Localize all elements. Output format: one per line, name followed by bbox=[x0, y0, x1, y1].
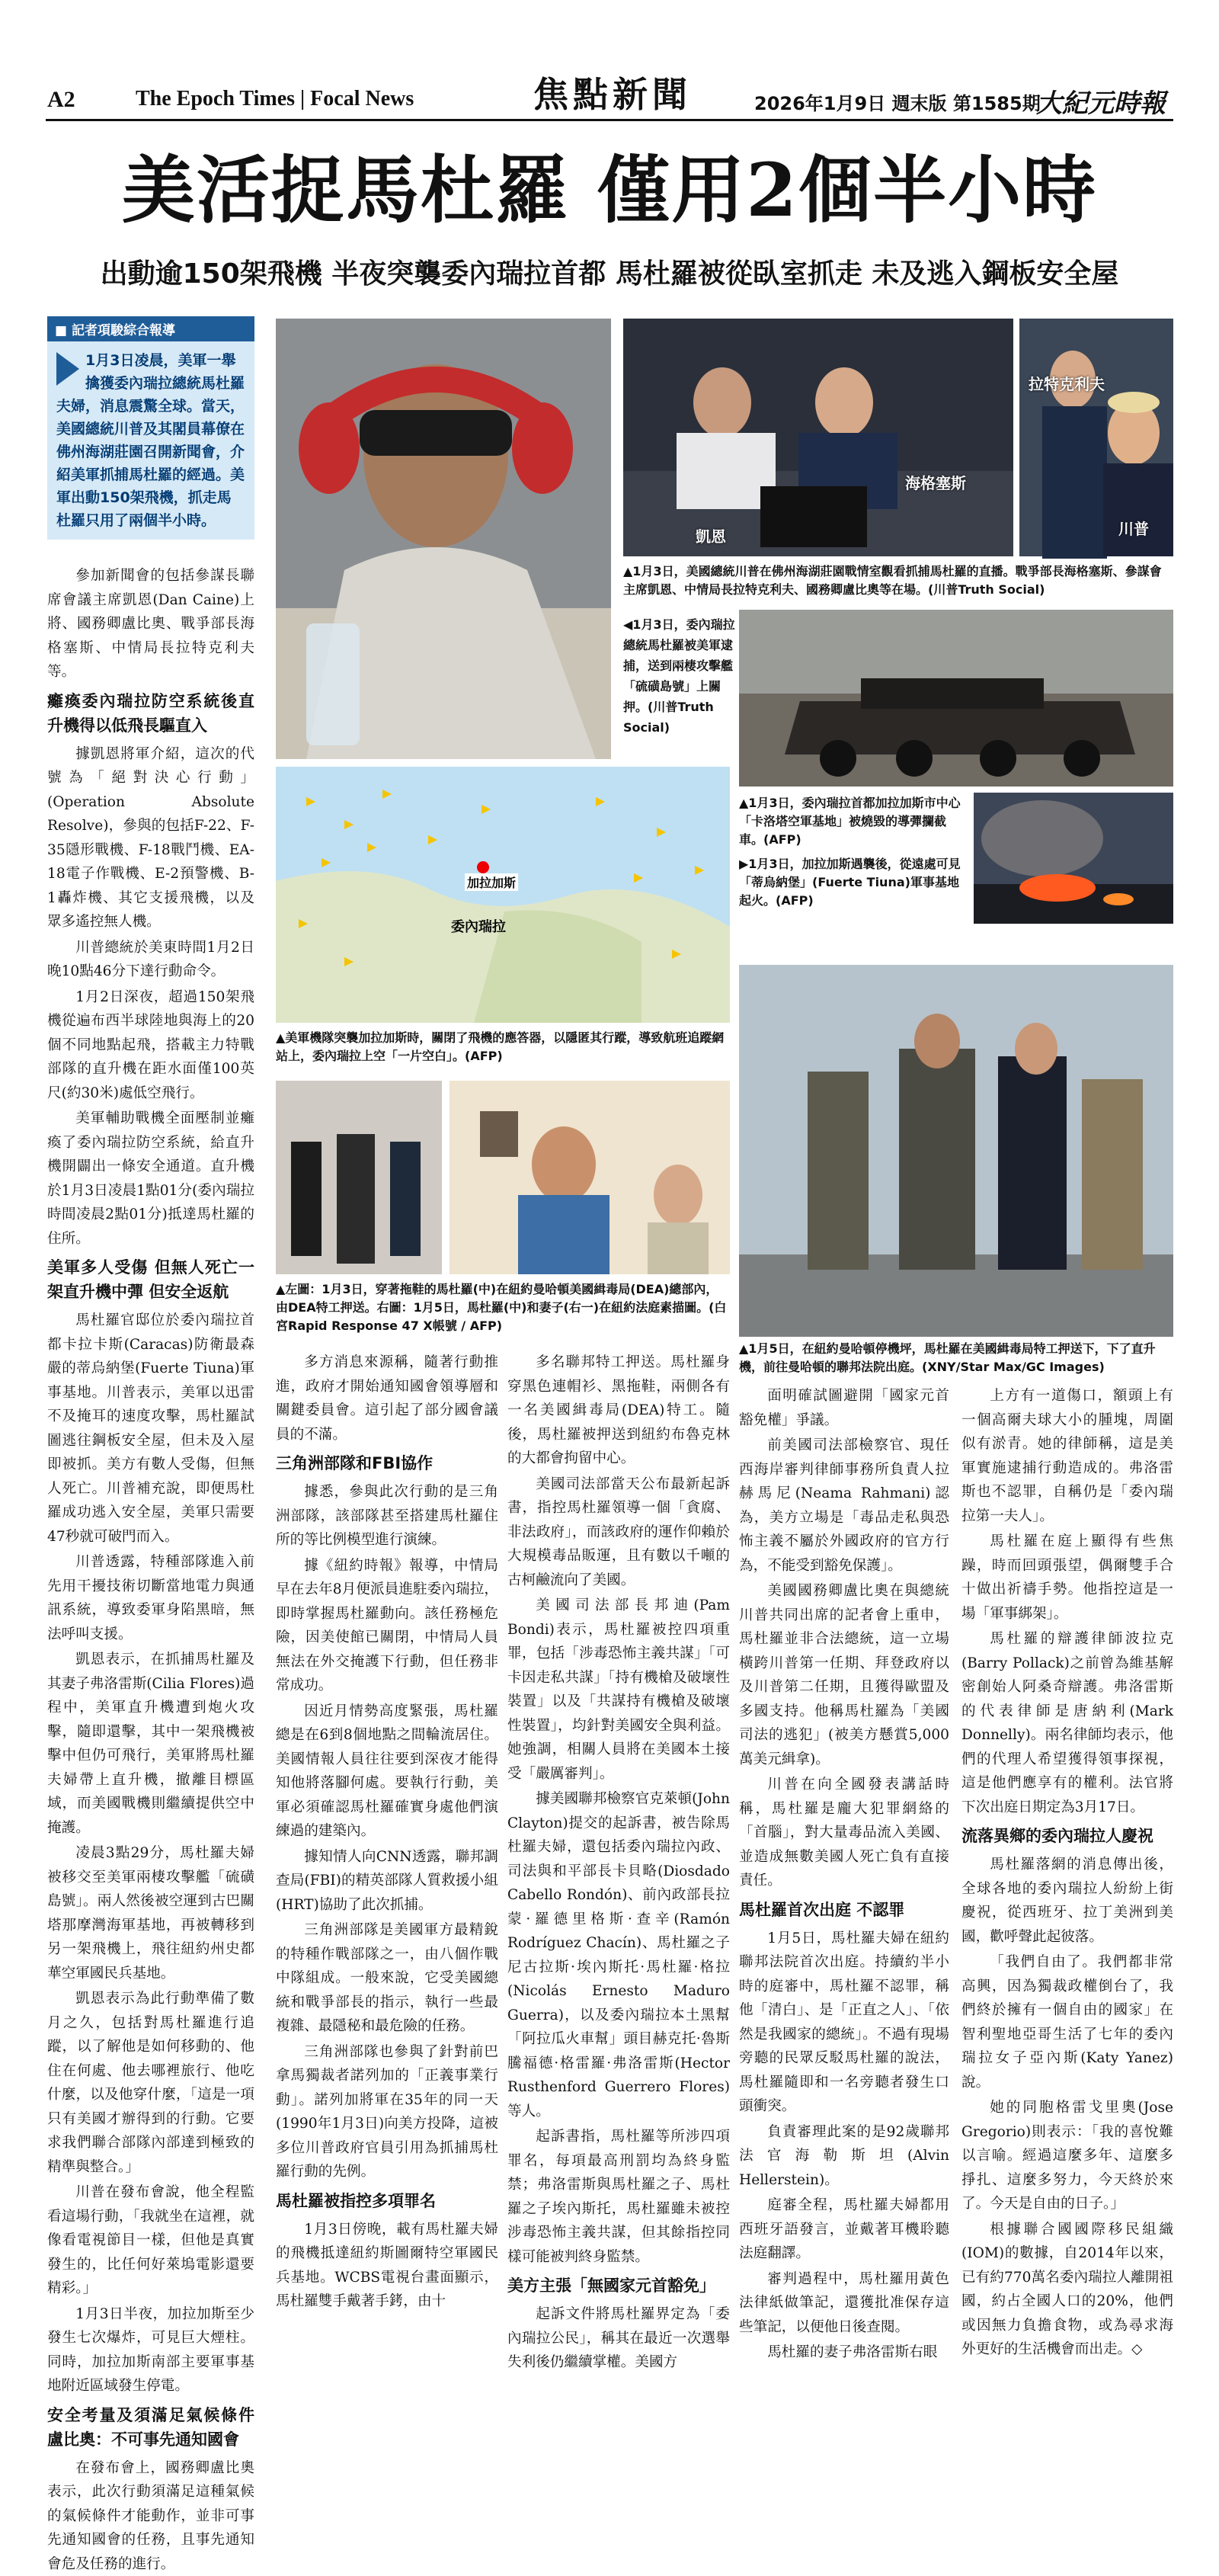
paragraph: 美軍輔助戰機全面壓制並癱瘓了委內瑞拉防空系統，給直升機開闢出一條安全通道。直升機於1月3日凌晨1點01分(委內瑞拉時間凌晨2點01分)抵達馬杜羅的住所。 bbox=[47, 1107, 254, 1251]
paragraph: 她的同胞格雷戈里奧(Jose Gregorio)則表示：「我的喜悅難以言喻。經過這麼多年、這麼多掙扎、這麼多努力，今天終於來了。今天是自由的日子。」 bbox=[961, 2096, 1173, 2216]
burned-vehicle-graphic bbox=[739, 610, 1173, 787]
photo-maduro-blindfolded bbox=[276, 319, 611, 759]
article-column-1 bbox=[47, 564, 254, 2180]
paragraph: 美國國務卿盧比奧在與總統川普共同出席的記者會上重申，馬杜羅並非合法總統，這一立場橫跨川普第一任期、拜登政府以及川普第二任期，且獲得歐盟及多國支持。他稱馬杜羅為「美國司法的逃犯」(被美方懸賞5,000萬美元緝拿)。 bbox=[739, 1579, 949, 1771]
paragraph: 多名聯邦特工押送。馬杜羅身穿黑色連帽衫、黑拖鞋，兩側各有一名美國緝毒局(DEA)特工。隨後，馬杜羅被押送到紐約布魯克林的大都會拘留中心。 bbox=[507, 1350, 730, 1471]
paragraph: 川普總統於美東時間1月2日晚10點46分下達行動命令。 bbox=[47, 936, 254, 984]
section-heading: 三角洲部隊和FBI協作 bbox=[276, 1451, 498, 1475]
caption-situation-room: ▲1月3日，美國總統川普在佛州海湖莊園戰情室觀看抓捕馬杜羅的直播。戰爭部長海格塞斯、參謀會主席凱恩、中情局長拉特克利夫、國務卿盧比奧等在場。(川普Truth Social) bbox=[623, 562, 1173, 601]
paragraph: 負責審理此案的是92歲聯邦法官海勒斯坦(Alvin Hellerstein)。 bbox=[739, 2120, 949, 2193]
paragraph: 凱恩表示為此行動準備了數月之久，包括對馬杜羅進行追蹤，以了解他是如何移動的、他住在何處、他去哪裡旅行、他吃什麼，以及他穿什麼，「這是一項只有美國才辦得到的行動。它要求我們聯合部隊內部達到極致的精準與整合。」 bbox=[47, 1987, 254, 2179]
lede-body: 1月3日凌晨，美軍一舉擒獲委內瑞拉總統馬杜羅夫婦，消息震驚全球。當天，美國總統川普及其閣員幕僚在佛州海湖莊園召開新聞會，介紹美軍抓捕馬杜羅的經過。美軍出動150架飛機，抓走馬杜羅只用了兩個半小時。 bbox=[56, 352, 245, 529]
photo-burned-vehicle bbox=[739, 610, 1173, 787]
section-heading: 癱瘓委內瑞拉防空系統後直升機得以低飛長驅直入 bbox=[47, 689, 254, 738]
label-caracas: 加拉加斯 bbox=[465, 873, 518, 891]
caption-base-fire: ▶1月3日，加拉加斯遇襲後，從遠處可見「蒂烏納堡」(Fuerte Tiuna)軍事基地起火。(AFP) bbox=[739, 855, 968, 925]
article-column-3 bbox=[507, 1350, 730, 2181]
section-heading: 美方主張「無國家元首豁免」 bbox=[507, 2273, 730, 2298]
paragraph: 馬杜羅的妻子弗洛雷斯右眼 bbox=[739, 2341, 949, 2365]
newspaper-logo: 大紀元時報 bbox=[1036, 82, 1166, 120]
tag-hegseth: 海格塞斯 bbox=[905, 471, 966, 493]
section-heading: 流落異鄉的委內瑞拉人慶祝 bbox=[961, 1824, 1173, 1848]
masthead-rule bbox=[46, 119, 1173, 121]
section-heading: 馬杜羅首次出庭 不認罪 bbox=[739, 1898, 949, 1922]
paragraph: 馬杜羅的辯護律師波拉克(Barry Pollack)之前曾為維基解密創始人阿桑奇辯護。弗洛雷斯的代表律師是唐納利(Mark Donnelly)。兩名律師均表示，他們的代理人希望獲得領事探視，這是他們應享有的權利。法官將下次出庭日期定為3月17日。 bbox=[961, 1627, 1173, 1819]
arrow-icon bbox=[56, 352, 79, 386]
section-heading: 美軍多人受傷 但無人死亡一架直升機中彈 但安全返航 bbox=[47, 1255, 254, 1304]
paragraph: 「我們自由了。我們都非常高興，因為獨裁政權倒台了，我們終於擁有一個自由的國家」在智利聖地亞哥生活了七年的委內瑞拉女子亞內斯(Katy Yanez)說。 bbox=[961, 1950, 1173, 2094]
helipad-escort-graphic bbox=[739, 965, 1173, 1337]
issue-date: 2026年1月9日 週末版 第1585期 bbox=[754, 88, 1041, 115]
paragraph: 審判過程中，馬杜羅用黃色法律紙做筆記，還獲批准保存這些筆記，以便他日後查閱。 bbox=[739, 2267, 949, 2340]
paragraph: 美國司法部長邦迪(Pam Bondi)表示，馬杜羅被控四項重罪，包括「涉毒恐怖主義共謀」「可卡因走私共謀」「持有機槍及破壞性裝置」以及「共謀持有機槍及破壞性裝置」，均針對美國安全與利益。她強調，相關人員將在美國本土接受「嚴厲審判」。 bbox=[507, 1594, 730, 1786]
paragraph: 馬杜羅官邸位於委內瑞拉首都卡拉卡斯(Caracas)防衛最森嚴的蒂烏納堡(Fuerte Tiuna)軍事基地。川普表示，美軍以迅雷不及掩耳的速度攻擊，馬杜羅試圖逃往鋼板安全屋，但未及入屋即被抓。美方有數人受傷，但無人死亡。川普補充說，即便馬杜羅成功逃入安全屋，美軍只需要47秒就可破門而入。 bbox=[47, 1309, 254, 1549]
byline: ■ 記者項駿綜合報導 bbox=[47, 316, 254, 341]
headline: 美活捉馬杜羅 僅用2個半小時 bbox=[46, 145, 1173, 236]
paragraph: 凌晨3點29分，馬杜羅夫婦被移交至美軍兩棲攻擊艦「硫磺島號」。兩人然後被空運到古巴關塔那摩灣海軍基地，再被轉移到另一架飛機上，飛往紐約州史都華空軍國民兵基地。 bbox=[47, 1841, 254, 1985]
paragraph: 凱恩表示，在抓捕馬杜羅及其妻子弗洛雷斯(Cilia Flores)過程中，美軍直升機遭到炮火攻擊，隨即還擊，其中一架飛機被擊中但仍可飛行，美軍將馬杜羅夫婦帶上直升機，撤離目標區域，而美國戰機則繼續提供空中掩護。 bbox=[47, 1648, 254, 1840]
paragraph: 川普透露，特種部隊進入前先用干擾技術切斷當地電力與通訊系統，導致委軍身陷黑暗，無法呼叫支援。 bbox=[47, 1550, 254, 1646]
article-column-4 bbox=[739, 1384, 949, 2181]
photo-dea-escort bbox=[276, 1081, 442, 1274]
trump-ratcliffe-graphic bbox=[1019, 319, 1173, 556]
paragraph: 據美國聯邦檢察官克萊頓(John Clayton)提交的起訴書，被告除馬杜羅夫婦，還包括委內瑞拉內政、司法與和平部長卡貝略(Diosdado Cabello Rondón)、前內政部長拉蒙·羅德里格斯·查辛(Ramón Rodríguez Chacín)、馬杜羅之子尼古拉斯·埃內斯托·馬杜羅·格拉(Nicolás Ernesto Maduro Guerra)，以及委內瑞拉本土黑幫「阿拉瓜火車幫」頭目赫克托·魯斯騰福德·格雷羅·弗洛雷斯(Hector Rusthenford Guerrero Flores)等人。 bbox=[507, 1787, 730, 2123]
paragraph: 起訴文件將馬杜羅界定為「委內瑞拉公民」，稱其在最近一次選舉失利後仍繼續掌權。美國方 bbox=[507, 2302, 730, 2375]
section-heading: 馬杜羅被指控多項罪名 bbox=[276, 2189, 498, 2213]
tag-caine: 凱恩 bbox=[696, 524, 726, 546]
tag-ratcliffe: 拉特克利夫 bbox=[1029, 372, 1105, 394]
paragraph: 三角洲部隊是美國軍方最精銳的特種作戰部隊之一，由八個作戰中隊組成。一般來說，它受美國總統和戰爭部長的指示，執行一些最複雜、最隱秘和最危險的任務。 bbox=[276, 1918, 498, 2039]
caption-map: ▲美軍機隊突襲加拉加斯時，關閉了飛機的應答器，以隱匿其行蹤，導致航班追蹤網站上，委內瑞拉上空「一片空白」。(AFP) bbox=[276, 1029, 730, 1067]
lede-box bbox=[47, 316, 254, 540]
court-sketch-graphic bbox=[450, 1081, 730, 1274]
paragraph: 參加新聞會的包括參謀長聯席會議主席凱恩(Dan Caine)上將、國務卿盧比奧、戰爭部長海格塞斯、中情局長拉特克利夫等。 bbox=[47, 564, 254, 684]
section-heading: 安全考量及須滿足氣候條件盧比奧：不可事先通知國會 bbox=[47, 2403, 254, 2452]
caption-helipad-escort: ▲1月5日，在紐約曼哈頓停機坪，馬杜羅在美國緝毒局特工押送下，下了直升機，前往曼哈頓的聯邦法院出庭。(XNY/Star Max/GC Images) bbox=[739, 1340, 1173, 1378]
caption-burned-vehicle: ▲1月3日，委內瑞拉首都加拉加斯市中心「卡洛塔空軍基地」被燒毀的導彈攔截車。(AFP) bbox=[739, 794, 968, 851]
map-graphic bbox=[276, 767, 730, 1023]
paragraph: 多方消息來源稱，隨著行動推進，政府才開始通知國會領導層和關鍵委員會。這引起了部分國會議員的不滿。 bbox=[276, 1350, 498, 1447]
paragraph: 馬杜羅在庭上顯得有些焦躁，時而回頭張望，偶爾雙手合十做出祈禱手勢。他指控這是一場「軍事綁架」。 bbox=[961, 1530, 1173, 1626]
paragraph: 據知情人向CNN透露，聯邦調查局(FBI)的精英部隊人質救援小組(HRT)協助了此次抓捕。 bbox=[276, 1845, 498, 1918]
photo-trump-ratcliffe bbox=[1019, 319, 1173, 556]
caption-court: ▲左圖：1月3日，穿著拖鞋的馬杜羅(中)在紐約曼哈頓美國緝毒局(DEA)總部內，由DEA特工押送。右圖：1月5日，馬杜羅(中)和妻子(右一)在紐約法庭素描圖。(白宮Rapid Response 47 X帳號 / AFP) bbox=[276, 1280, 730, 1337]
paragraph: 根據聯合國國際移民組織(IOM)的數據，自2014年以來，已有約770萬名委內瑞拉人離開祖國，約占全國人口的20%，他們或因無力負擔食物，或為尋求海外更好的生活機會而出走。◇ bbox=[961, 2218, 1173, 2362]
page-number: A2 bbox=[47, 87, 75, 113]
paragraph: 前美國司法部檢察官、現任西海岸審判律師事務所負責人拉赫馬尼(Neama Rahmani)認為，美方立場是「毒品走私與恐怖主義不屬於外國政府的官方行為，不能受到豁免保護」。 bbox=[739, 1434, 949, 1578]
paragraph: 川普在向全國發表講話時稱，馬杜羅是龐大犯罪網絡的「首腦」，對大量毒品流入美國、並造成無數美國人死亡負有直接責任。 bbox=[739, 1773, 949, 1893]
paragraph: 據悉，參與此次行動的是三角洲部隊，該部隊甚至搭建馬杜羅住所的等比例模型進行演練。 bbox=[276, 1480, 498, 1552]
paragraph: 1月2日深夜，超過150架飛機從遍布西半球陸地與海上的20個不同地點起飛，搭載主力特戰部隊的直升機在距水面僅100英尺(約30米)處低空飛行。 bbox=[47, 985, 254, 1106]
paragraph: 美國司法部當天公布最新起訴書，指控馬杜羅領導一個「貪腐、非法政府」，而該政府的運作仰賴於大規模毒品販運，且有數以千噸的古柯鹼流向了美國。 bbox=[507, 1472, 730, 1593]
situation-room-graphic bbox=[623, 319, 1013, 556]
photo-situation-room bbox=[623, 319, 1013, 556]
paragraph: 馬杜羅落網的消息傳出後，全球各地的委內瑞拉人紛紛上街慶祝，從西班牙、拉丁美洲到美國，歡呼聲此起彼落。 bbox=[961, 1853, 1173, 1949]
paragraph: 1月3日半夜，加拉加斯至少發生七次爆炸，可見巨大煙柱。同時，加拉加斯南部主要軍事基地附近區域發生停電。 bbox=[47, 2302, 254, 2398]
section-title: 焦點新聞 bbox=[533, 67, 692, 117]
paragraph: 庭審全程，馬杜羅夫婦都用西班牙語發言，並戴著耳機聆聽法庭翻譯。 bbox=[739, 2193, 949, 2266]
masthead bbox=[0, 0, 1219, 114]
paragraph: 起訴書指，馬杜羅等所涉四項罪名，每項最高刑罰均為終身監禁；弗洛雷斯與馬杜羅之子、馬杜羅之子埃內斯托，馬杜羅雖未被控涉毒恐怖主義共謀，但其餘指控同樣可能被判終身監禁。 bbox=[507, 2125, 730, 2269]
paragraph: 1月3日傍晚，載有馬杜羅夫婦的飛機抵達紐約斯圖爾特空軍國民兵基地。WCBS電視台畫面顯示，馬杜羅雙手戴著手銬，由十 bbox=[276, 2218, 498, 2314]
paragraph: 據凱恩將軍介紹，這次的代號為「絕對決心行動」(Operation Absolute Resolve)，參與的包括F-22、F-35隱形戰機、F-18戰鬥機、EA-18電子作戰機、E-2預警機、B-1轟炸機、其它支援飛機，以及眾多遙控無人機。 bbox=[47, 742, 254, 934]
publication-name: The Epoch Times | Focal News bbox=[136, 87, 414, 111]
caption-maduro-blindfolded: ◀1月3日，委內瑞拉總統馬杜羅被美軍逮捕，送到兩棲攻擊艦「硫磺島號」上關押。(川普Truth Social) bbox=[623, 614, 736, 759]
paragraph: 三角洲部隊也參與了針對前巴拿馬獨裁者諾列加的「正義事業行動」。諾列加將軍在35年的同一天(1990年1月3日)向美方投降，這被多位川普政府官員引用為抓捕馬杜羅行動的先例。 bbox=[276, 2040, 498, 2184]
lede-text bbox=[47, 341, 254, 532]
subheadline: 出動逾150架飛機 半夜突襲委內瑞拉首都 馬杜羅被從臥室抓走 未及逃入鋼板安全屋 bbox=[46, 255, 1173, 293]
paragraph: 面明確試圖避開「國家元首豁免權」爭議。 bbox=[739, 1384, 949, 1432]
photo-helipad-escort bbox=[739, 965, 1173, 1337]
photo-base-fire bbox=[974, 793, 1173, 924]
dea-escort-graphic bbox=[276, 1081, 442, 1274]
paragraph: 1月5日，馬杜羅夫婦在紐約聯邦法院首次出庭。持續約半小時的庭審中，馬杜羅不認罪，稱他「清白」、是「正直之人」、「依然是我國家的總統」。不過有現場旁聽的民眾反駁馬杜羅的說法，馬杜羅隨即和一名旁聽者發生口頭衝突。 bbox=[739, 1927, 949, 2119]
map-flight-tracker bbox=[276, 767, 730, 1023]
article-column-5 bbox=[961, 1384, 1173, 2181]
label-venezuela: 委內瑞拉 bbox=[451, 916, 506, 936]
paragraph: 因近月情勢高度緊張，馬杜羅總是在6到8個地點之間輪流居住。美國情報人員往往要到深夜才能得知他將落腳何處。要執行行動，美軍必須確認馬杜羅確實身處他們演練過的建築內。 bbox=[276, 1700, 498, 1844]
paragraph: 據《紐約時報》報導，中情局早在去年8月便派員進駐委內瑞拉，即時掌握馬杜羅動向。該任務極危險，因美使館已關閉，中情局人員無法在外交掩護下行動，但任務非常成功。 bbox=[276, 1554, 498, 1698]
maduro-figure-graphic bbox=[276, 319, 611, 759]
tag-trump: 川普 bbox=[1118, 517, 1149, 539]
paragraph: 在發布會上，國務卿盧比奧表示，此次行動須滿足這種氣候的氣候條件才能動作，並非可事先通知國會的任務，且事先通知會危及任務的進行。 bbox=[47, 2456, 254, 2576]
base-fire-graphic bbox=[974, 793, 1173, 924]
photo-court-sketch bbox=[450, 1081, 730, 1274]
article-column-2 bbox=[276, 1350, 498, 2181]
paragraph: 上方有一道傷口，額頭上有一個高爾夫球大小的腫塊，周圍似有淤青。她的律師稱，這是美軍實施逮捕行動造成的。弗洛雷斯也不認罪，自稱仍是「委內瑞拉第一夫人」。 bbox=[961, 1384, 1173, 1528]
paragraph: 川普在發布會說，他全程監看這場行動，「我就坐在這裡，就像看電視節目一樣，但他是真實發生的，比任何好萊塢電影還要精彩。」 bbox=[47, 2180, 254, 2301]
